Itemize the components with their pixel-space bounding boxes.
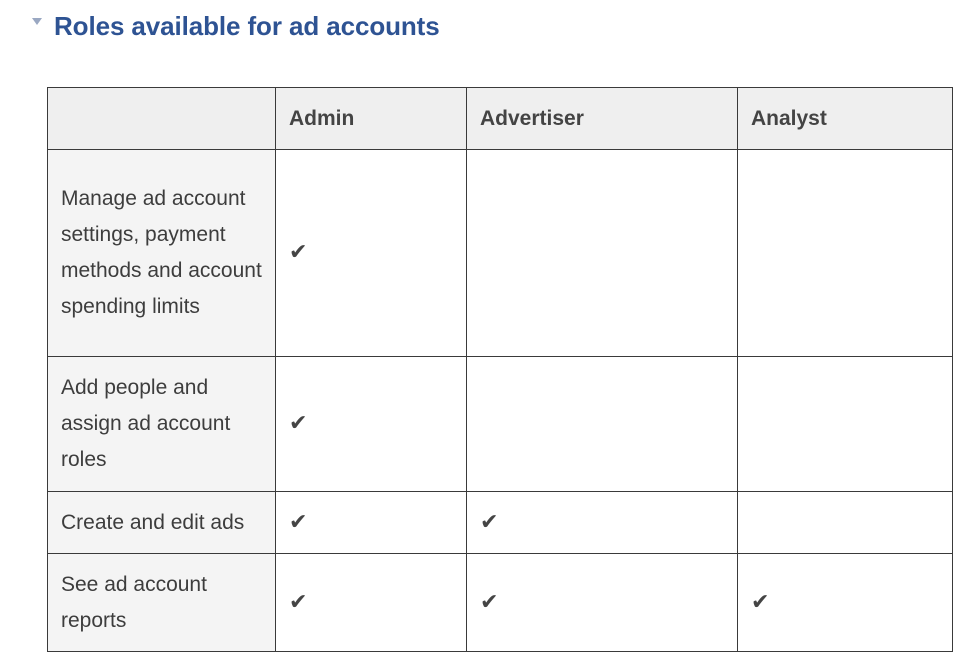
checkmark-icon: ✔ [480,509,499,535]
cell-advertiser [467,492,738,554]
row-label-create-edit-ads: Create and edit ads [48,492,276,554]
cell-admin [276,150,467,357]
row-label-add-people: Add people and assign ad account roles [48,357,276,492]
checkmark-icon: ✔ [289,411,308,436]
cell-admin [276,554,467,652]
roles-table [47,87,953,652]
checkmark-icon: ✔ [480,589,499,615]
cell-analyst [738,150,953,357]
row-label-see-reports: See ad account reports [48,554,276,652]
cell-analyst [738,554,953,652]
cell-advertiser [467,357,738,492]
checkmark-icon: ✔ [751,589,770,615]
row-label-manage-settings: Manage ad account settings, payment methods and account spending limits [48,150,276,357]
cell-advertiser [467,554,738,652]
table-row [48,492,953,554]
cell-advertiser [467,150,738,357]
section-header[interactable] [32,6,440,46]
cell-analyst [738,492,953,554]
section-title: Roles available for ad accounts [54,10,440,41]
header-advertiser: Advertiser [467,88,738,150]
checkmark-icon: ✔ [289,509,308,535]
header-analyst: Analyst [738,88,953,150]
cell-admin [276,357,467,492]
collapse-triangle-icon[interactable] [32,18,42,25]
table-header-row [48,88,953,150]
cell-admin [276,492,467,554]
table-row [48,554,953,652]
cell-analyst [738,357,953,492]
table-row [48,150,953,357]
checkmark-icon: ✔ [289,240,308,265]
checkmark-icon: ✔ [289,589,308,615]
table-row [48,357,953,492]
header-empty-cell [48,88,276,150]
header-admin: Admin [276,88,467,150]
